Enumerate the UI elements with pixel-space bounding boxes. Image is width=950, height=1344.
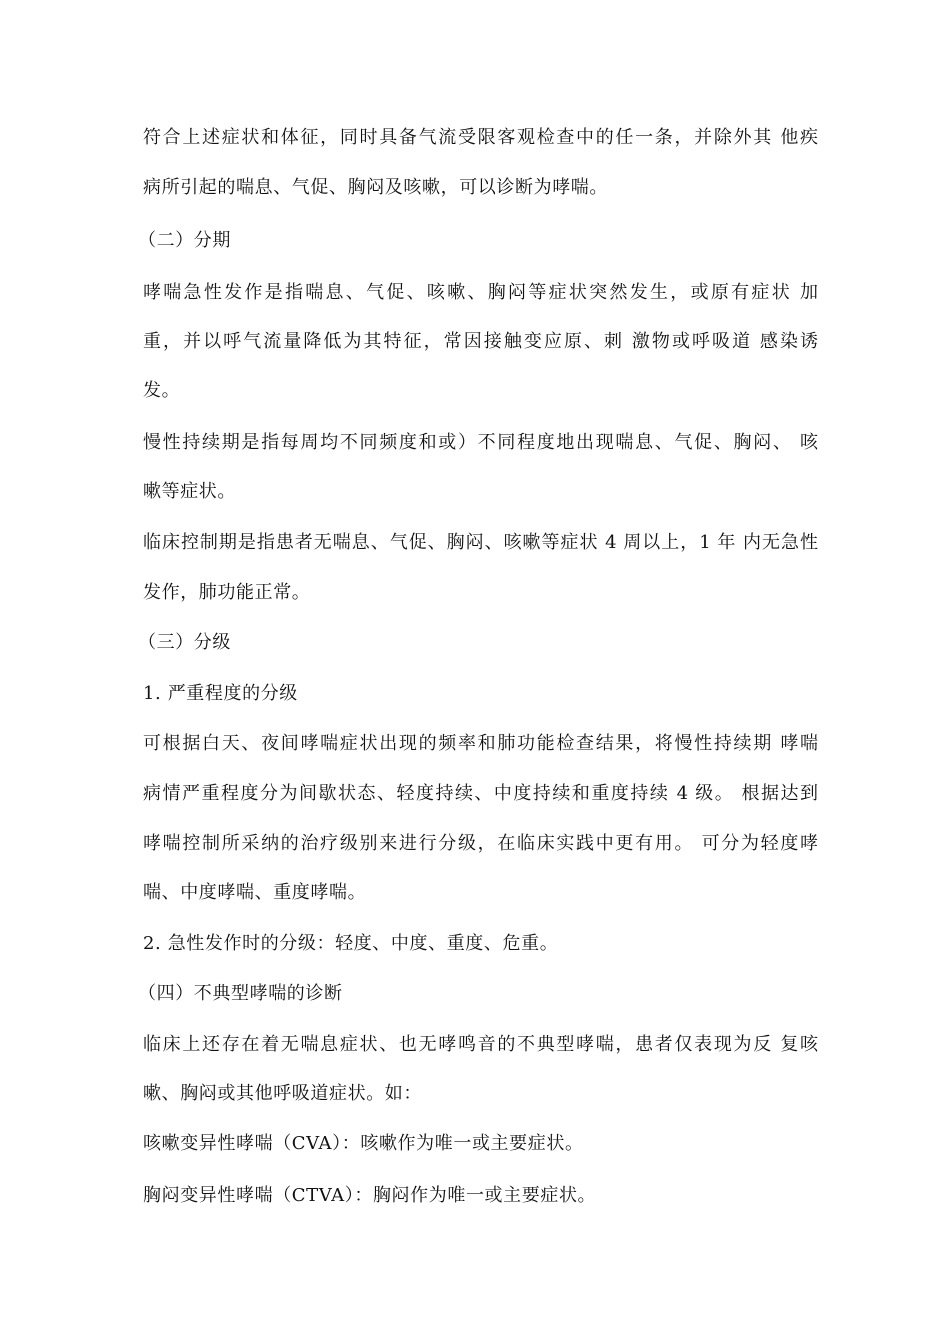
paragraph-line-ctva: 胸闷变异性哮喘（CTVA）：胸闷作为唯一或主要症状。: [143, 1185, 597, 1206]
paragraph-line-5: 重，并以呼气流量降低为其特征，常因接触变应原、刺 激物或呼吸道 感染诱: [143, 331, 818, 352]
paragraph-line-1: 符合上述症状和体征，同时具备气流受限客观检查中的任一条，并除外其 他疾: [143, 127, 818, 148]
section-heading-staging: （二）分期: [138, 230, 231, 251]
paragraph-line-2: 病所引起的喘息、气促、胸闷及咳嗽，可以诊断为哮喘。: [143, 177, 608, 198]
paragraph-line-10: 发作，肺功能正常。: [143, 582, 311, 603]
paragraph-line-6: 发。: [143, 380, 181, 401]
paragraph-line-15: 哮喘控制所采纳的治疗级别来进行分级，在临床实践中更有用。 可分为轻度哮: [143, 833, 818, 854]
paragraph-line-16: 喘、中度哮喘、重度哮喘。: [143, 882, 367, 903]
paragraph-line-7: 慢性持续期是指每周均不同频度和或）不同程度地出现喘息、气促、胸闷、 咳: [143, 432, 818, 453]
paragraph-line-4: 哮喘急性发作是指喘息、气促、咳嗽、胸闷等症状突然发生，或原有症状 加: [143, 282, 818, 303]
paragraph-line-8: 嗽等症状。: [143, 481, 236, 502]
paragraph-line-20: 嗽、胸闷或其他呼吸道症状。如：: [143, 1083, 422, 1104]
subheading-severity: 1. 严重程度的分级: [143, 683, 298, 704]
paragraph-line-cva: 咳嗽变异性哮喘（CVA）：咳嗽作为唯一或主要症状。: [143, 1133, 584, 1154]
paragraph-line-14: 病情严重程度分为间歇状态、轻度持续、中度持续和重度持续 4 级。 根据达到: [143, 783, 818, 804]
subheading-acute-grading: 2. 急性发作时的分级：轻度、中度、重度、危重。: [143, 933, 559, 954]
paragraph-line-13: 可根据白天、夜间哮喘症状出现的频率和肺功能检查结果，将慢性持续期 哮喘: [143, 733, 818, 754]
paragraph-line-9: 临床控制期是指患者无喘息、气促、胸闷、咳嗽等症状 4 周以上，1 年 内无急性: [143, 532, 818, 553]
section-heading-atypical: （四）不典型哮喘的诊断: [138, 983, 343, 1004]
section-heading-grading: （三）分级: [138, 632, 231, 653]
paragraph-line-19: 临床上还存在着无喘息症状、也无哮鸣音的不典型哮喘，患者仅表现为反 复咳: [143, 1034, 818, 1055]
